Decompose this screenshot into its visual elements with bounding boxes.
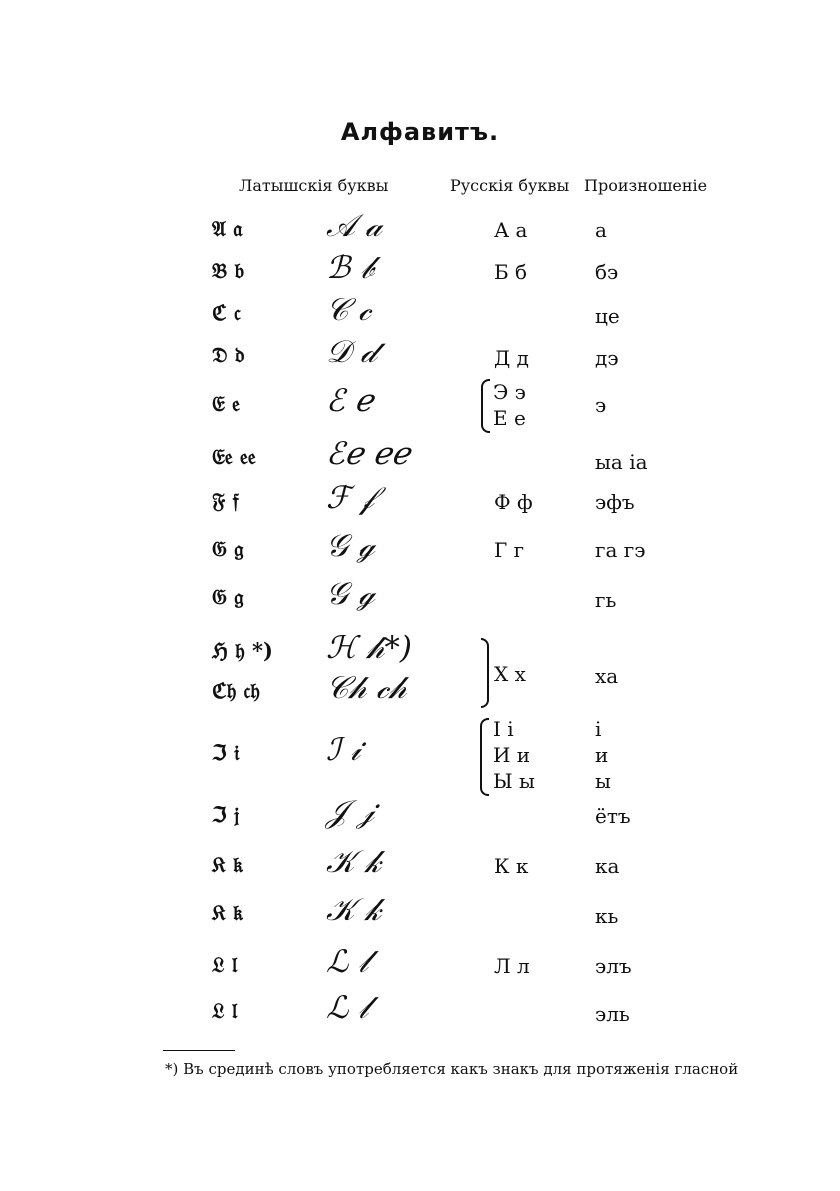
russian-letter: И и xyxy=(493,743,531,767)
script-letter: 𝒥 𝒿 xyxy=(326,794,375,830)
pronunciation: э xyxy=(595,393,607,417)
pronunciation: а xyxy=(595,218,607,242)
russian-letter: Ф ф xyxy=(494,490,533,514)
russian-letter: Л л xyxy=(494,954,530,978)
pronunciation: элъ xyxy=(595,954,632,978)
russian-letter: Д д xyxy=(494,346,529,370)
pronunciation: дэ xyxy=(595,346,619,370)
russian-letter: Х х xyxy=(494,662,526,686)
pronunciation: бэ xyxy=(595,260,619,284)
brace xyxy=(480,718,489,796)
russian-letter: А а xyxy=(494,218,528,242)
brace xyxy=(481,638,489,708)
gothic-letter: 𝔏 𝔩 xyxy=(212,952,238,977)
header-pronunciation: Произношенiе xyxy=(584,176,708,195)
pronunciation: и xyxy=(595,743,609,767)
script-letter: ℒ 𝓁 xyxy=(326,990,369,1026)
gothic-letter: 𝔈𝔢 𝔢𝔢 xyxy=(212,444,256,469)
script-letter: ℰ ℯ xyxy=(326,383,373,419)
pronunciation: га гэ xyxy=(595,538,646,562)
gothic-letter: 𝔏 𝔩 xyxy=(212,998,238,1023)
brace xyxy=(481,379,490,433)
pronunciation: це xyxy=(595,304,620,328)
page-title: Алфавитъ. xyxy=(340,118,500,146)
russian-letter: I i xyxy=(493,717,514,741)
gothic-letter: 𝔉 𝔣 xyxy=(212,488,239,513)
script-letter: ℰℯ ℯℯ xyxy=(326,436,410,472)
gothic-letter: ℑ 𝔧 xyxy=(212,802,240,827)
pronunciation: кь xyxy=(595,904,619,928)
script-letter: 𝒞𝒽 𝒸𝒽 xyxy=(326,670,407,706)
russian-letter: Г г xyxy=(494,538,525,562)
header-latvian: Латышскiя буквы xyxy=(239,176,389,195)
gothic-letter: 𝔅 𝔟 xyxy=(212,258,245,283)
script-letter: ℱ 𝒻 xyxy=(326,480,375,516)
pronunciation: ха xyxy=(595,664,619,688)
script-letter: 𝒦 𝓀 xyxy=(326,892,382,928)
script-letter: ℬ 𝒷 xyxy=(326,250,374,286)
header-russian: Русскiя буквы xyxy=(450,176,570,195)
pronunciation: ы xyxy=(595,769,611,793)
gothic-letter: 𝔎 𝔨 xyxy=(212,852,243,877)
footnote: *) Въ срединѣ словъ употребляется какъ знакъ для протяженiя гласной xyxy=(165,1060,739,1078)
gothic-letter: ℭ 𝔠 xyxy=(212,300,241,325)
footnote-rule xyxy=(163,1050,235,1051)
pronunciation: i xyxy=(595,717,602,741)
pronunciation: эфъ xyxy=(595,490,635,514)
pronunciation: гь xyxy=(595,588,617,612)
russian-letter-group xyxy=(493,716,535,794)
script-letter: 𝒞 𝒸 xyxy=(326,292,371,328)
gothic-letter: 𝔊 𝔤 xyxy=(212,584,244,609)
script-letter: 𝒢 ℊ xyxy=(326,528,375,564)
script-letter: ℋ 𝒽*) xyxy=(326,630,412,666)
script-letter: 𝒦 𝓀 xyxy=(326,844,382,880)
script-letter: 𝒢 ℊ xyxy=(326,576,375,612)
russian-letter-group xyxy=(493,379,526,431)
gothic-letter: 𝔈 𝔢 xyxy=(212,391,241,416)
gothic-letter: ℌ 𝔥 *) xyxy=(212,638,273,663)
russian-letter: Э э xyxy=(493,380,526,404)
pronunciation: эль xyxy=(595,1002,630,1026)
gothic-letter: 𝔄 𝔞 xyxy=(212,216,243,241)
script-letter: 𝒟 𝒹 xyxy=(326,334,377,370)
russian-letter: К к xyxy=(494,854,529,878)
pronunciation: ыа iа xyxy=(595,450,648,474)
pronunciation: ка xyxy=(595,854,620,878)
pronunciation: ётъ xyxy=(595,804,631,828)
gothic-letter: ℑ 𝔦 xyxy=(212,740,240,765)
script-letter: ℐ 𝒾 xyxy=(326,732,361,768)
gothic-letter: 𝔎 𝔨 xyxy=(212,900,243,925)
pronunciation-group xyxy=(595,716,611,794)
russian-letter: Е е xyxy=(493,406,526,430)
russian-letter: Б б xyxy=(494,260,528,284)
script-letter: 𝒜 𝒶 xyxy=(326,208,383,244)
gothic-letter: 𝔇 𝔡 xyxy=(212,342,245,367)
russian-letter: Ы ы xyxy=(493,769,535,793)
gothic-letter: ℭ𝔥 𝔠𝔥 xyxy=(212,678,260,703)
script-letter: ℒ 𝓁 xyxy=(326,944,369,980)
gothic-letter: 𝔊 𝔤 xyxy=(212,536,244,561)
